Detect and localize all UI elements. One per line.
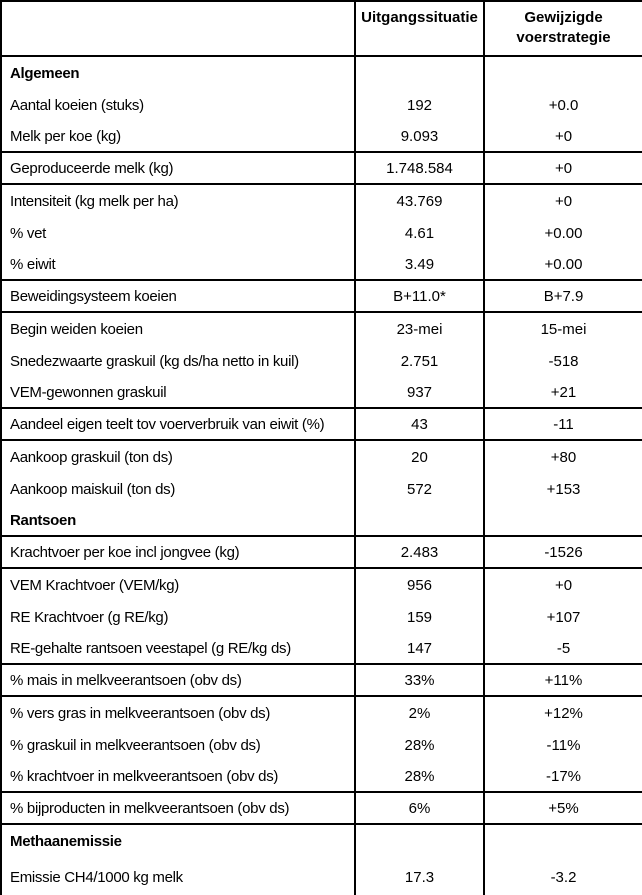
table-body bbox=[2, 57, 642, 895]
table-row bbox=[2, 473, 642, 505]
row-label: Aantal koeien (stuks) bbox=[10, 96, 144, 114]
row-label: Aandeel eigen teelt tov voerverbruik van eiwit (%) bbox=[10, 415, 325, 433]
row-value-uitgangssituatie: 43 bbox=[354, 409, 483, 439]
row-value-gewijzigde-voerstrategie: +107 bbox=[483, 601, 642, 633]
row-value-uitgangssituatie: 9.093 bbox=[354, 121, 483, 151]
row-value-uitgangssituatie: 572 bbox=[354, 473, 483, 505]
row-label: Intensiteit (kg melk per ha) bbox=[10, 192, 179, 210]
row-label: Krachtvoer per koe incl jongvee (kg) bbox=[10, 543, 240, 561]
row-value-uitgangssituatie: 33% bbox=[354, 665, 483, 695]
row-value-gewijzigde-voerstrategie: +0.0 bbox=[483, 89, 642, 121]
row-value-uitgangssituatie: 956 bbox=[354, 569, 483, 601]
row-value-gewijzigde-voerstrategie: +0.00 bbox=[483, 217, 642, 249]
row-label: % vet bbox=[10, 224, 47, 242]
table-row bbox=[2, 121, 642, 153]
row-value-gewijzigde-voerstrategie: +0.00 bbox=[483, 249, 642, 279]
row-label: % mais in melkveerantsoen (obv ds) bbox=[10, 671, 242, 689]
table-row bbox=[2, 697, 642, 729]
row-value-uitgangssituatie: 937 bbox=[354, 377, 483, 407]
row-label: RE Krachtvoer (g RE/kg) bbox=[10, 608, 169, 626]
row-value-gewijzigde-voerstrategie: +21 bbox=[483, 377, 642, 407]
row-value-gewijzigde-voerstrategie: +5% bbox=[483, 793, 642, 823]
table-row bbox=[2, 217, 642, 249]
table-row bbox=[2, 761, 642, 793]
row-value-uitgangssituatie: 28% bbox=[354, 761, 483, 791]
row-value-gewijzigde-voerstrategie: +153 bbox=[483, 473, 642, 505]
row-value-uitgangssituatie: 1.748.584 bbox=[354, 153, 483, 183]
row-value-gewijzigde-voerstrategie: +12% bbox=[483, 697, 642, 729]
table-row bbox=[2, 633, 642, 665]
row-label: Aankoop maiskuil (ton ds) bbox=[10, 480, 176, 498]
row-label: Aankoop graskuil (ton ds) bbox=[10, 448, 173, 466]
row-value-uitgangssituatie: 23-mei bbox=[354, 313, 483, 345]
table-header-row bbox=[2, 2, 642, 57]
row-value-gewijzigde-voerstrategie: +0 bbox=[483, 153, 642, 183]
header-uitgangssituatie: Uitgangssituatie bbox=[354, 2, 483, 55]
row-label: % graskuil in melkveerantsoen (obv ds) bbox=[10, 736, 261, 754]
table-row bbox=[2, 281, 642, 313]
row-value-gewijzigde-voerstrategie: -518 bbox=[483, 345, 642, 377]
row-value-gewijzigde-voerstrategie: -11% bbox=[483, 729, 642, 761]
row-value-uitgangssituatie: 20 bbox=[354, 441, 483, 473]
row-label: Melk per koe (kg) bbox=[10, 127, 121, 145]
row-value-gewijzigde-voerstrategie bbox=[483, 825, 642, 857]
row-label: VEM-gewonnen graskuil bbox=[10, 383, 167, 401]
table-row bbox=[2, 569, 642, 601]
table-row bbox=[2, 537, 642, 569]
table-row bbox=[2, 89, 642, 121]
header-empty-cell bbox=[2, 2, 354, 55]
row-label: Algemeen bbox=[10, 64, 80, 82]
row-value-uitgangssituatie bbox=[354, 505, 483, 535]
row-value-gewijzigde-voerstrategie: 15-mei bbox=[483, 313, 642, 345]
row-label: Geproduceerde melk (kg) bbox=[10, 159, 174, 177]
table-row bbox=[2, 185, 642, 217]
row-value-uitgangssituatie: 43.769 bbox=[354, 185, 483, 217]
table-row bbox=[2, 601, 642, 633]
row-value-gewijzigde-voerstrategie: -3.2 bbox=[483, 857, 642, 895]
row-label: % vers gras in melkveerantsoen (obv ds) bbox=[10, 704, 271, 722]
row-value-uitgangssituatie: 6% bbox=[354, 793, 483, 823]
table-row bbox=[2, 345, 642, 377]
row-value-uitgangssituatie: 4.61 bbox=[354, 217, 483, 249]
row-value-uitgangssituatie: 159 bbox=[354, 601, 483, 633]
row-label: Snedezwaarte graskuil (kg ds/ha netto in kuil) bbox=[10, 352, 299, 370]
row-value-gewijzigde-voerstrategie: -5 bbox=[483, 633, 642, 663]
row-label: % krachtvoer in melkveerantsoen (obv ds) bbox=[10, 767, 279, 785]
table-row bbox=[2, 505, 642, 537]
row-value-gewijzigde-voerstrategie: -1526 bbox=[483, 537, 642, 567]
table-row bbox=[2, 825, 642, 857]
row-value-uitgangssituatie bbox=[354, 825, 483, 857]
row-value-uitgangssituatie: 3.49 bbox=[354, 249, 483, 279]
table-row bbox=[2, 729, 642, 761]
row-value-gewijzigde-voerstrategie: +0 bbox=[483, 121, 642, 151]
table-row bbox=[2, 793, 642, 825]
table-row bbox=[2, 857, 642, 895]
table-row bbox=[2, 409, 642, 441]
row-label: Emissie CH4/1000 kg melk bbox=[10, 868, 183, 886]
table-row bbox=[2, 57, 642, 89]
row-label: Rantsoen bbox=[10, 511, 76, 529]
table-row bbox=[2, 249, 642, 281]
row-value-gewijzigde-voerstrategie: -17% bbox=[483, 761, 642, 791]
row-value-uitgangssituatie: B+11.0* bbox=[354, 281, 483, 311]
row-label: Methaanemissie bbox=[10, 832, 122, 850]
table-row bbox=[2, 377, 642, 409]
header-gewijzigde-voerstrategie: Gewijzigde voerstrategie bbox=[483, 2, 642, 55]
row-label: Begin weiden koeien bbox=[10, 320, 143, 338]
row-value-gewijzigde-voerstrategie: +0 bbox=[483, 185, 642, 217]
row-value-gewijzigde-voerstrategie bbox=[483, 505, 642, 535]
row-value-gewijzigde-voerstrategie: +0 bbox=[483, 569, 642, 601]
row-value-uitgangssituatie: 28% bbox=[354, 729, 483, 761]
row-value-uitgangssituatie: 192 bbox=[354, 89, 483, 121]
row-label: % bijproducten in melkveerantsoen (obv ds) bbox=[10, 799, 290, 817]
row-value-uitgangssituatie: 2.751 bbox=[354, 345, 483, 377]
row-value-uitgangssituatie: 2.483 bbox=[354, 537, 483, 567]
row-label: VEM Krachtvoer (VEM/kg) bbox=[10, 576, 179, 594]
row-value-uitgangssituatie: 2% bbox=[354, 697, 483, 729]
row-value-gewijzigde-voerstrategie: -11 bbox=[483, 409, 642, 439]
row-label: RE-gehalte rantsoen veestapel (g RE/kg ds) bbox=[10, 639, 291, 657]
table-row bbox=[2, 665, 642, 697]
row-value-uitgangssituatie: 17.3 bbox=[354, 857, 483, 895]
table-row bbox=[2, 313, 642, 345]
row-label: % eiwit bbox=[10, 255, 56, 273]
table-row bbox=[2, 441, 642, 473]
row-value-uitgangssituatie bbox=[354, 57, 483, 89]
row-value-gewijzigde-voerstrategie bbox=[483, 57, 642, 89]
row-value-uitgangssituatie: 147 bbox=[354, 633, 483, 663]
row-value-gewijzigde-voerstrategie: B+7.9 bbox=[483, 281, 642, 311]
row-value-gewijzigde-voerstrategie: +11% bbox=[483, 665, 642, 695]
table-row bbox=[2, 153, 642, 185]
row-value-gewijzigde-voerstrategie: +80 bbox=[483, 441, 642, 473]
row-label: Beweidingsysteem koeien bbox=[10, 287, 177, 305]
